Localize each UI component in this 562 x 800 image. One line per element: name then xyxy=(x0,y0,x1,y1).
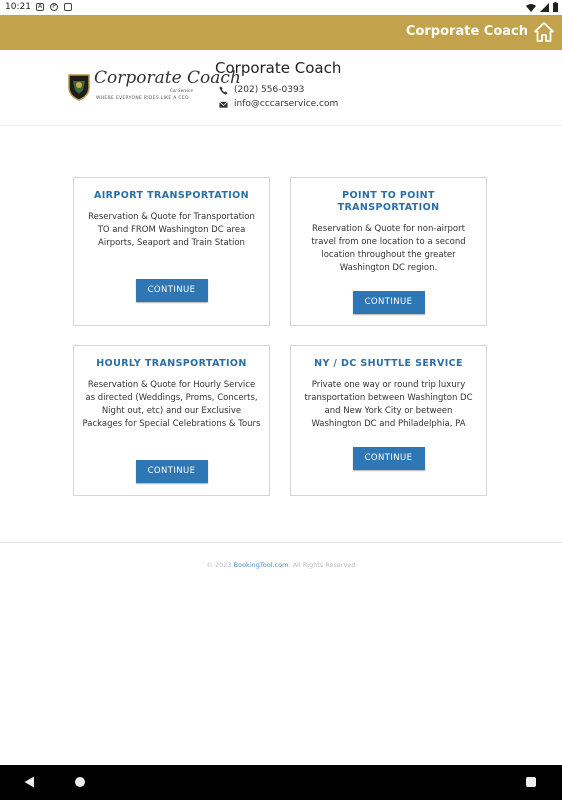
contact-email[interactable] xyxy=(219,99,338,109)
recent-apps-icon[interactable] xyxy=(526,777,536,787)
card-ny-dc-shuttle xyxy=(290,345,487,496)
notification-p-icon: P xyxy=(50,3,58,11)
status-time: 10:21 xyxy=(5,2,31,12)
continue-button[interactable]: CONTINUE xyxy=(353,447,425,470)
phone-number[interactable]: (202) 556-0393 xyxy=(234,85,305,95)
status-bar xyxy=(0,0,562,15)
footer-divider xyxy=(0,542,562,543)
notification-a-icon: A xyxy=(37,3,43,10)
status-right-icons xyxy=(526,2,558,12)
footer-suffix: . All Rights Reserved xyxy=(288,561,356,569)
app-header xyxy=(0,15,562,50)
continue-button[interactable]: CONTINUE xyxy=(136,460,208,483)
card-description: Reservation & Quote for non-airport travel from one location to a second location throughout the greater Washington DC region. xyxy=(311,224,466,273)
card-point-to-point xyxy=(290,177,487,326)
shield-logo-icon xyxy=(68,73,90,101)
logo-tagline: WHERE EVERYONE RIDES LIKE A CEO xyxy=(96,96,189,101)
logo-subtitle: Car Service xyxy=(170,88,193,93)
signal-icon xyxy=(540,3,549,12)
email-address[interactable]: info@cccarservice.com xyxy=(234,99,339,109)
card-title: NY / DC SHUTTLE SERVICE xyxy=(314,358,463,369)
continue-button[interactable]: CONTINUE xyxy=(353,291,425,314)
card-title: AIRPORT TRANSPORTATION xyxy=(94,190,249,201)
company-logo[interactable] xyxy=(68,68,241,106)
card-airport-transportation xyxy=(73,177,270,326)
card-description: Reservation & Quote for Transportation TO and FROM Washington DC area Airports, Seaport and Train Station xyxy=(88,212,255,248)
battery-icon xyxy=(553,2,558,12)
footer-link[interactable]: BookingTool.com xyxy=(233,561,289,569)
logo-script-text: Corporate Coach xyxy=(94,68,241,88)
footer-copyright xyxy=(0,561,562,569)
sim-card-icon xyxy=(64,3,72,11)
phone-icon xyxy=(219,86,228,95)
footer-prefix: © 2023 xyxy=(206,561,232,569)
card-hourly-transportation xyxy=(73,345,270,496)
card-title: HOURLY TRANSPORTATION xyxy=(96,358,247,369)
continue-button[interactable]: CONTINUE xyxy=(136,279,208,302)
company-name: Corporate Coach xyxy=(215,59,342,77)
brand-header xyxy=(0,50,562,126)
home-icon[interactable] xyxy=(534,22,554,42)
card-description: Private one way or round trip luxury transportation between Washington DC and New York City or between Washington DC and Philadelphia, PA xyxy=(304,380,473,429)
card-title: POINT TO POINT TRANSPORTATION xyxy=(337,190,440,213)
wifi-icon xyxy=(526,3,536,12)
back-icon[interactable] xyxy=(24,776,35,788)
navigation-bar xyxy=(0,765,562,800)
home-button-icon[interactable] xyxy=(75,777,85,787)
envelope-icon xyxy=(219,100,228,109)
contact-phone[interactable] xyxy=(219,85,304,95)
card-description: Reservation & Quote for Hourly Service as directed (Weddings, Proms, Concerts, Night out, etc) and our Exclusive Packages for Special Celebrations & Tours xyxy=(82,380,261,429)
app-header-title: Corporate Coach xyxy=(405,24,528,39)
